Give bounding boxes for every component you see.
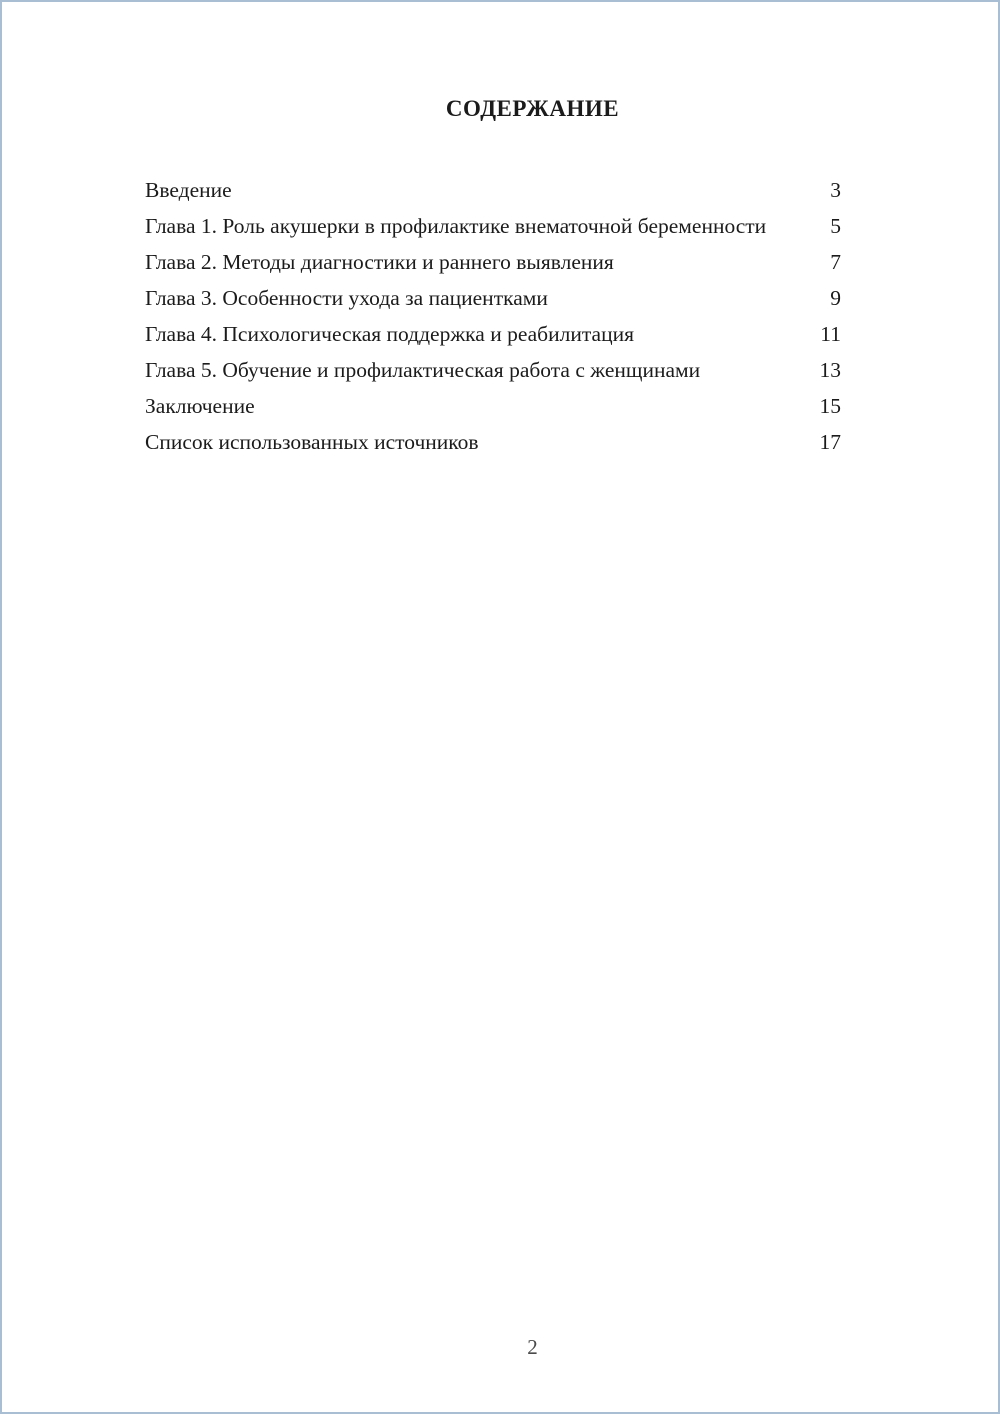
toc-entry-label: Список использованных источников [145, 430, 479, 454]
toc-entry-label: Глава 4. Психологическая поддержка и реабилитация [145, 322, 634, 346]
toc-entry [145, 208, 920, 244]
toc-entry-page-number: 17 [819, 430, 841, 454]
toc-entry [145, 172, 920, 208]
toc-entry [145, 316, 920, 352]
toc-entry-page-number: 5 [830, 214, 841, 238]
toc-entry-page-number: 15 [819, 394, 841, 418]
toc-entry-page-number: 3 [830, 178, 841, 202]
toc-entry-page-number: 7 [830, 250, 841, 274]
toc-entry-label: Глава 5. Обучение и профилактическая работа с женщинами [145, 358, 701, 382]
toc-entry-page-number: 11 [820, 322, 841, 346]
toc-entry-label: Глава 1. Роль акушерки в профилактике внематочной беременности [145, 214, 767, 238]
toc-entry [145, 424, 920, 460]
toc-entry-label: Введение [145, 178, 232, 202]
toc-entry [145, 244, 920, 280]
toc-entry-label: Глава 2. Методы диагностики и раннего выявления [145, 250, 614, 274]
toc-entry-page-number: 13 [819, 358, 841, 382]
table-of-contents [145, 172, 920, 460]
toc-entry-label: Заключение [145, 394, 255, 418]
toc-entry [145, 388, 920, 424]
toc-entry-label: Глава 3. Особенности ухода за пациентками [145, 286, 548, 310]
toc-entry [145, 280, 920, 316]
page-content [145, 2, 920, 460]
toc-entry [145, 352, 920, 388]
footer-page-number: 2 [527, 1335, 538, 1359]
page-title: СОДЕРЖАНИЕ [445, 96, 620, 121]
toc-entry-page-number: 9 [830, 286, 841, 310]
